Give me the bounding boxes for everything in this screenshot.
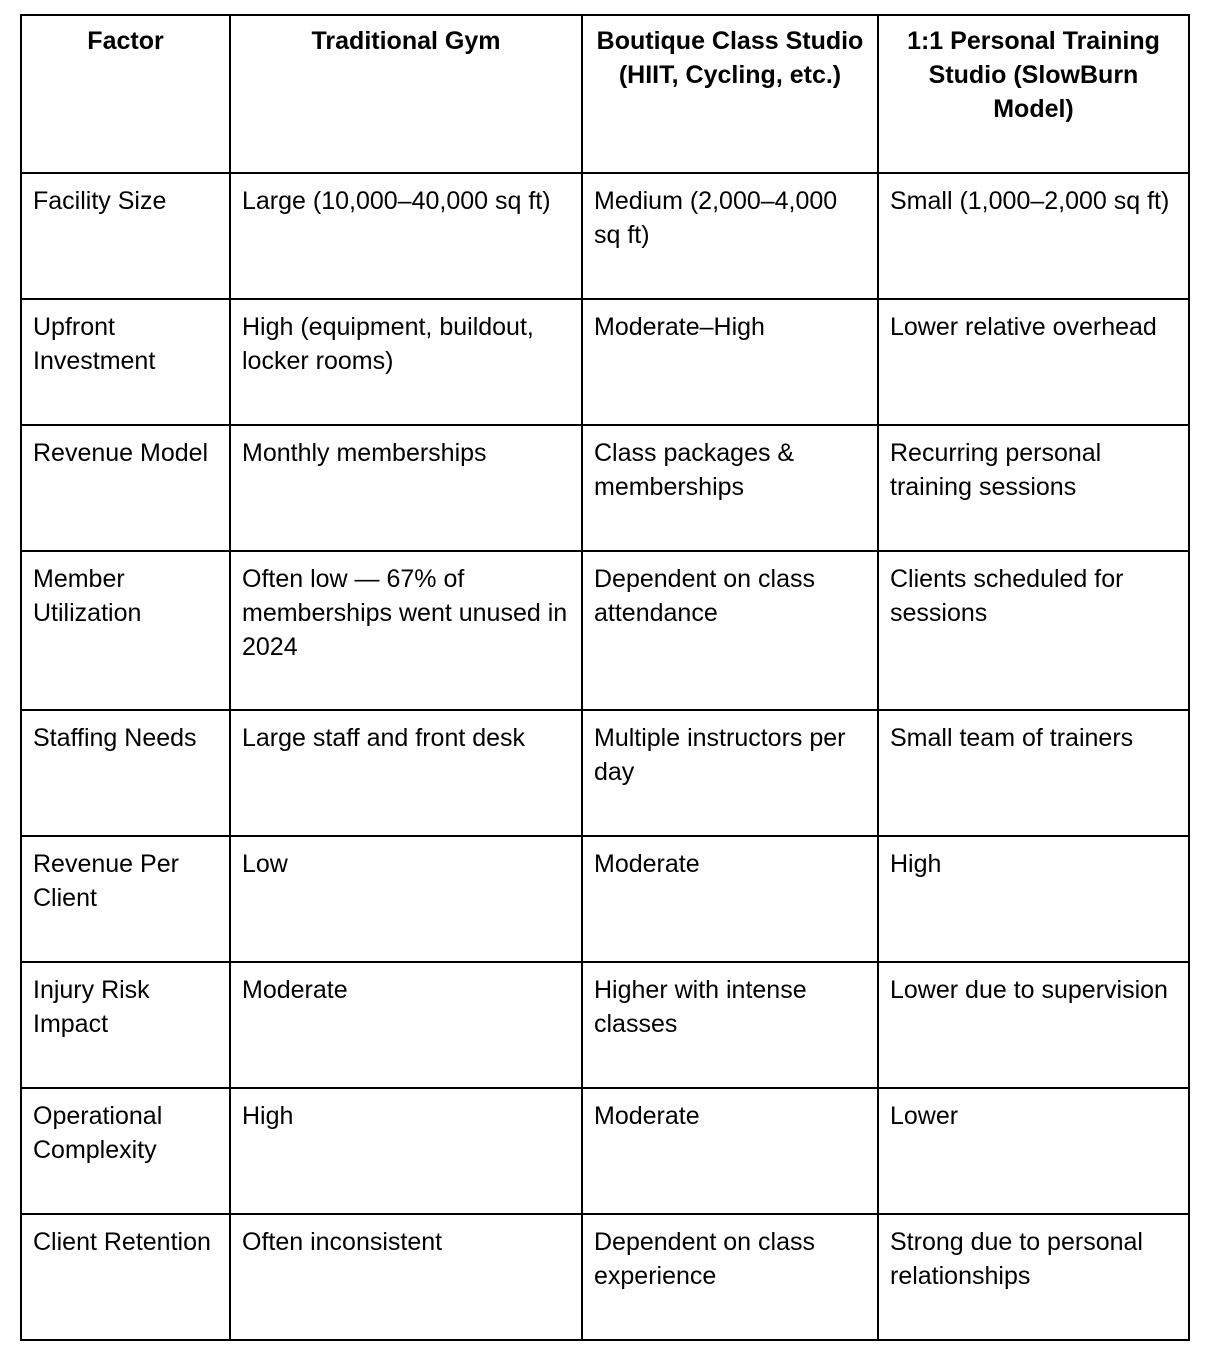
boutique-studio-cell: Dependent on class attendance (582, 551, 878, 710)
personal-training-cell: Small team of trainers (878, 710, 1189, 836)
personal-training-cell: Lower relative overhead (878, 299, 1189, 425)
header-traditional-gym: Traditional Gym (230, 15, 582, 173)
table-row (21, 299, 1189, 425)
traditional-gym-cell: Large staff and front desk (230, 710, 582, 836)
traditional-gym-cell: High (230, 1088, 582, 1214)
traditional-gym-cell: Often low — 67% of memberships went unused in 2024 (230, 551, 582, 710)
personal-training-cell: Strong due to personal relationships (878, 1214, 1189, 1340)
factor-cell: Revenue Per Client (21, 836, 230, 962)
boutique-studio-cell: Moderate–High (582, 299, 878, 425)
personal-training-cell: Clients scheduled for sessions (878, 551, 1189, 710)
header-personal-training: 1:1 Personal Training Studio (SlowBurn Model) (878, 15, 1189, 173)
factor-cell: Staffing Needs (21, 710, 230, 836)
table-header-row (21, 15, 1189, 173)
boutique-studio-cell: Dependent on class experience (582, 1214, 878, 1340)
traditional-gym-cell: Monthly memberships (230, 425, 582, 551)
boutique-studio-cell: Multiple instructors per day (582, 710, 878, 836)
factor-cell: Revenue Model (21, 425, 230, 551)
personal-training-cell: Lower (878, 1088, 1189, 1214)
personal-training-cell: Lower due to supervision (878, 962, 1189, 1088)
factor-cell: Client Retention (21, 1214, 230, 1340)
comparison-table (20, 14, 1190, 1341)
boutique-studio-cell: Moderate (582, 1088, 878, 1214)
boutique-studio-cell: Moderate (582, 836, 878, 962)
personal-training-cell: High (878, 836, 1189, 962)
factor-cell: Operational Complexity (21, 1088, 230, 1214)
traditional-gym-cell: Moderate (230, 962, 582, 1088)
table-row (21, 710, 1189, 836)
traditional-gym-cell: Low (230, 836, 582, 962)
traditional-gym-cell: Large (10,000–40,000 sq ft) (230, 173, 582, 299)
boutique-studio-cell: Medium (2,000–4,000 sq ft) (582, 173, 878, 299)
table-row (21, 962, 1189, 1088)
table-row (21, 1088, 1189, 1214)
traditional-gym-cell: Often inconsistent (230, 1214, 582, 1340)
table-row (21, 425, 1189, 551)
traditional-gym-cell: High (equipment, buildout, locker rooms) (230, 299, 582, 425)
table-row (21, 173, 1189, 299)
factor-cell: Upfront Investment (21, 299, 230, 425)
factor-cell: Member Utilization (21, 551, 230, 710)
factor-cell: Facility Size (21, 173, 230, 299)
header-factor: Factor (21, 15, 230, 173)
table-row (21, 1214, 1189, 1340)
table-row (21, 836, 1189, 962)
personal-training-cell: Small (1,000–2,000 sq ft) (878, 173, 1189, 299)
header-boutique-studio: Boutique Class Studio (HIIT, Cycling, etc.) (582, 15, 878, 173)
boutique-studio-cell: Higher with intense classes (582, 962, 878, 1088)
boutique-studio-cell: Class packages & memberships (582, 425, 878, 551)
table-row (21, 551, 1189, 710)
personal-training-cell: Recurring personal training sessions (878, 425, 1189, 551)
factor-cell: Injury Risk Impact (21, 962, 230, 1088)
